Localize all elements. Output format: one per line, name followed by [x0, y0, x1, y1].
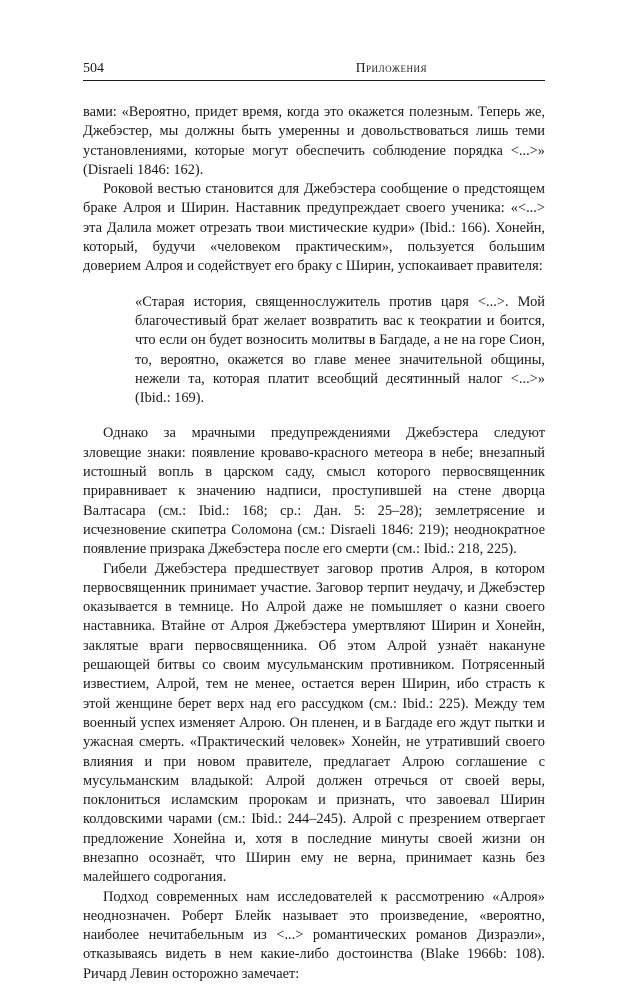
running-head	[83, 60, 545, 81]
paragraph: Однако за мрачными предупреждениями Джебэстера следуют зловещие знаки: появление кроваво-красного метеора в небе; внезапный истошный вопль в царском саду, смысл которого первосвященник приравнивает к значению надписи, проступившей на стене дворца Валтасара (см.: Ibid.: 168; ср.: Дан. 5: 25–28); землетрясение и исчезновение скипетра Соломона (см.: Disraeli 1846: 219); неоднократное появление призрака Джебэстера после его смерти (см.: Ibid.: 218, 225).	[83, 425, 545, 558]
paragraph: Подход современных нам исследователей к рассмотрению «Алроя» неоднозначен. Роберт Блейк называет это произведение, «вероятно, наиболее нечитабельным из <...> романтических романов Дизраэли», отказываясь видеть в нем какие-либо достоинства (Blake 1966b: 108). Ричард Левин осторожно замечает:	[83, 888, 545, 982]
paragraph: Гибели Джебэстера предшествует заговор против Алроя, в котором первосвященник принимает участие. Заговор терпит неудачу, и Джебэстер оказывается в темнице. Но Алрой даже не помышляет о казни своего наставника. Втайне от Алроя Джебэстера умертвляют Ширин и Хонейн, заклятые враги первосвященника. Об этом Алрой узнаёт накануне решающей битвы со своим мусульманским противником. Потрясенный известием, Алрой, тем не менее, остается верен Ширин, ибо страсть к этой женщине берет верх над его рассудком (см.: Ibid.: 225). Между тем военный успех изменяет Алрою. Он пленен, и в Багдаде его ждут пытки и ужасная смерть. «Практический человек» Хонейн, не утративший своего влияния и при новом правителе, предлагает Алрою соглашение с мусульманским владыкой: Алрой должен отречься от своей веры, поклониться исламским пророкам и признать, что завоевал Ширин колдовскими чарами (см.: Ibid.: 244–245). Алрой с презрением отвергает предложение Хонейна и, хотя в последние минуты своей жизни он внезапно осознаёт, что Ширин ему не верна, принимает казнь без малейшего содрогания.	[83, 560, 545, 886]
paragraph: Роковой вестью становится для Джебэстера сообщение о предстоящем браке Алроя и Ширин. Наставник предупреждает своего ученика: «<...> эта Далила может отрезать твои мистические кудри» (Ibid.: 166). Хонейн, который, будучи «человеком практическим», пользуется большим доверием Алроя и содействует его браку с Ширин, успокаивает правителя:	[83, 181, 545, 275]
body-text	[83, 103, 545, 984]
paragraph: вами: «Вероятно, придет время, когда это окажется полезным. Теперь же, Джебэстер, мы должны быть умеренны и довольствоваться лишь теми установлениями, которые могут обеспечить соблюдение порядка <...>» (Disraeli 1846: 162).	[83, 104, 545, 178]
page-number: 504	[83, 61, 104, 76]
section-title: Приложения	[355, 60, 427, 75]
block-quote: «Старая история, священнослужитель против царя <...>. Мой благочестивый брат желает возвратить вас к теократии и боится, что если он будет возносить молитвы в Багдаде, а не на горе Сион, то, вероятно, окажется во главе менее значительной общины, нежели та, которая платит всеобщий десятинный налог <...>» (Ibid.: 169).	[135, 293, 545, 407]
page	[83, 60, 545, 984]
